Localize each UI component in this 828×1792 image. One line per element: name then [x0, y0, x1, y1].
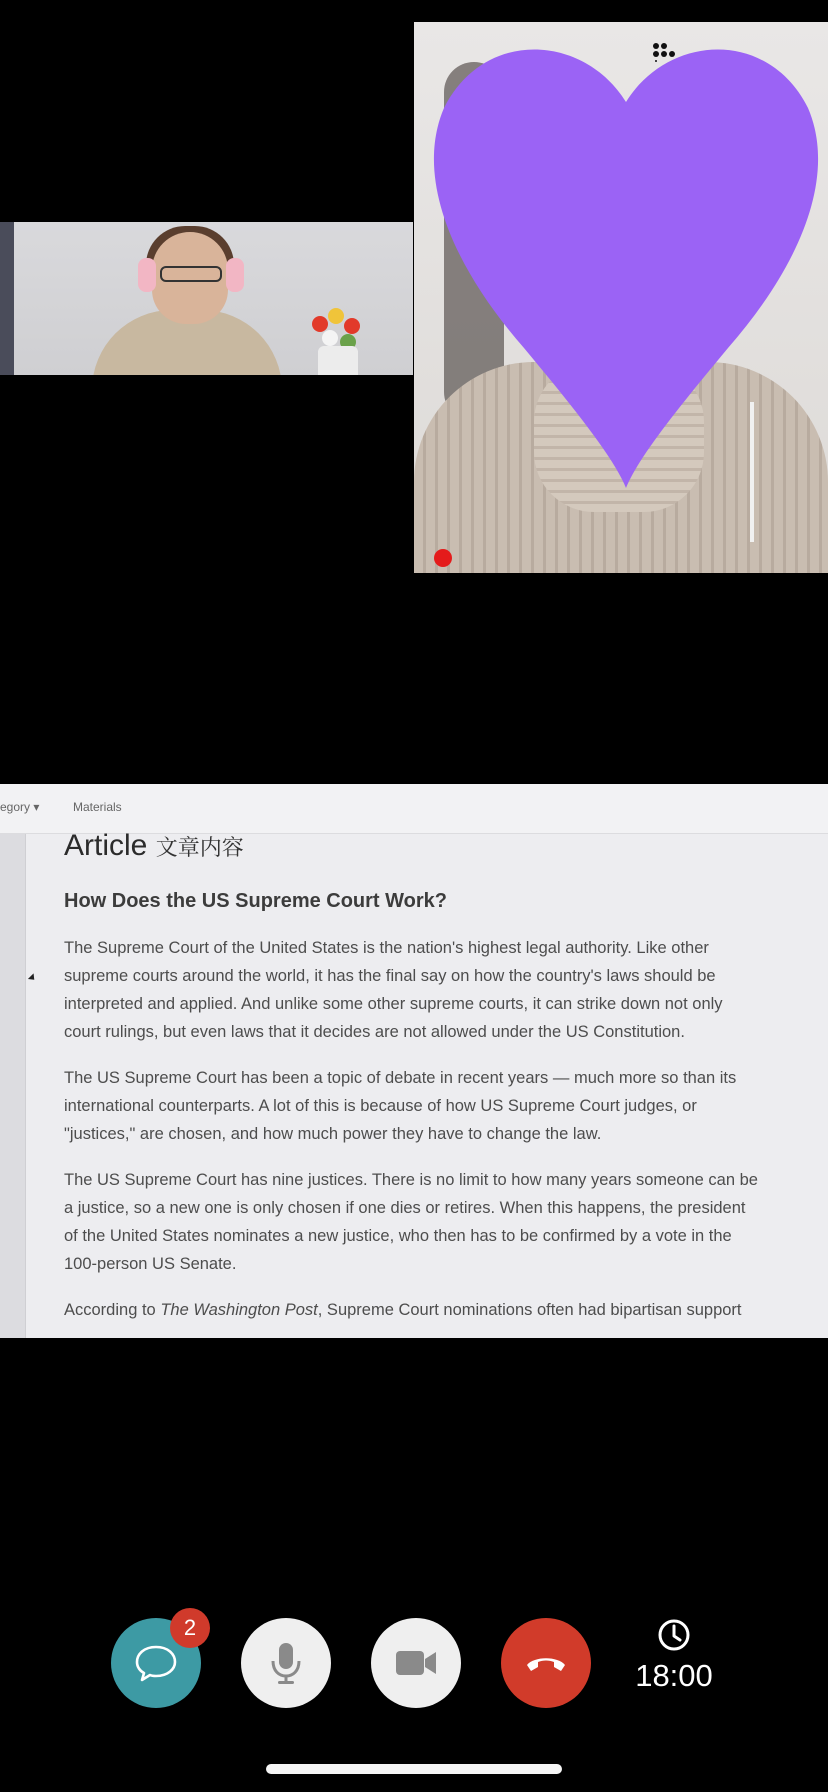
article-headline: How Does the US Supreme Court Work?	[64, 890, 448, 912]
headphone-left	[138, 258, 156, 292]
mouse-cursor-icon	[28, 973, 37, 982]
article-content	[64, 828, 828, 1324]
shared-left-rail	[0, 834, 26, 1338]
camera-button[interactable]	[371, 1618, 461, 1708]
recording-indicator	[434, 549, 452, 567]
paragraph-line: of the United States nominates a new justice, who then has to be confirmed by a vote in the	[64, 1227, 732, 1245]
paragraph-line: court rulings, but even laws that it decides are not allowed under the US Constitution.	[64, 1023, 685, 1041]
paragraph-line: 100-person US Senate.	[64, 1255, 237, 1273]
headphone-right	[226, 258, 244, 292]
article-paragraph	[64, 934, 828, 1046]
category-dropdown: egory ▾	[0, 800, 40, 814]
paragraph-line: "justices," are chosen, and how much power they have to change the law.	[64, 1125, 602, 1143]
mute-button[interactable]	[241, 1618, 331, 1708]
publication-name: The Washington Post	[160, 1301, 318, 1319]
category-label: egory	[0, 800, 31, 814]
paragraph-line-suffix: , Supreme Court nominations often had bipartisan support	[317, 1301, 742, 1319]
shared-toolbar	[0, 784, 828, 834]
article-paragraph-partial	[64, 1296, 828, 1324]
paragraph-line: interpreted and applied. And unlike some other supreme courts, it can strike down not only	[64, 995, 723, 1013]
home-indicator[interactable]	[266, 1764, 562, 1774]
background-wall	[0, 222, 14, 375]
article-title-en: Article	[64, 829, 148, 862]
teacher-video-tile[interactable]	[0, 222, 413, 375]
video-camera-icon	[394, 1648, 438, 1678]
call-controls	[0, 1615, 828, 1708]
timer-value: 18:00	[635, 1658, 713, 1693]
paragraph-line: The US Supreme Court has nine justices. There is no limit to how many years someone can be	[64, 1171, 758, 1189]
article-title	[64, 828, 828, 866]
article-paragraph	[64, 1064, 828, 1148]
call-timer	[624, 1618, 724, 1708]
paragraph-line: a justice, so a new one is only chosen if one dies or retires. When this happens, the president	[64, 1199, 746, 1217]
clock-icon	[657, 1618, 691, 1652]
paragraph-line-prefix: According to	[64, 1301, 161, 1319]
chat-bubble-icon	[134, 1643, 178, 1683]
paragraph-line: international counterparts. A lot of this is because of how US Supreme Court judges, or	[64, 1097, 697, 1115]
self-video-tile[interactable]	[414, 22, 828, 573]
article-title-cn: 文章内容	[155, 835, 244, 860]
paragraph-line: supreme courts around the world, it has the final say on how the country's laws should be	[64, 967, 716, 985]
shared-screen	[0, 784, 828, 1338]
article-paragraph	[64, 1166, 828, 1278]
materials-tab: Materials	[73, 800, 122, 814]
paragraph-line: The Supreme Court of the United States is the nation's highest legal authority. Like other	[64, 939, 709, 957]
flower-vase	[318, 346, 358, 375]
teacher-glasses	[160, 266, 222, 282]
phone-hangup-icon	[524, 1652, 568, 1674]
microphone-icon	[269, 1641, 303, 1685]
heart-sticker-icon	[424, 28, 828, 498]
paragraph-line: The US Supreme Court has been a topic of debate in recent years — much more so than its	[64, 1069, 737, 1087]
grid-view-icon[interactable]	[652, 42, 678, 62]
unread-badge: 2	[170, 1608, 210, 1648]
end-call-button[interactable]	[501, 1618, 591, 1708]
